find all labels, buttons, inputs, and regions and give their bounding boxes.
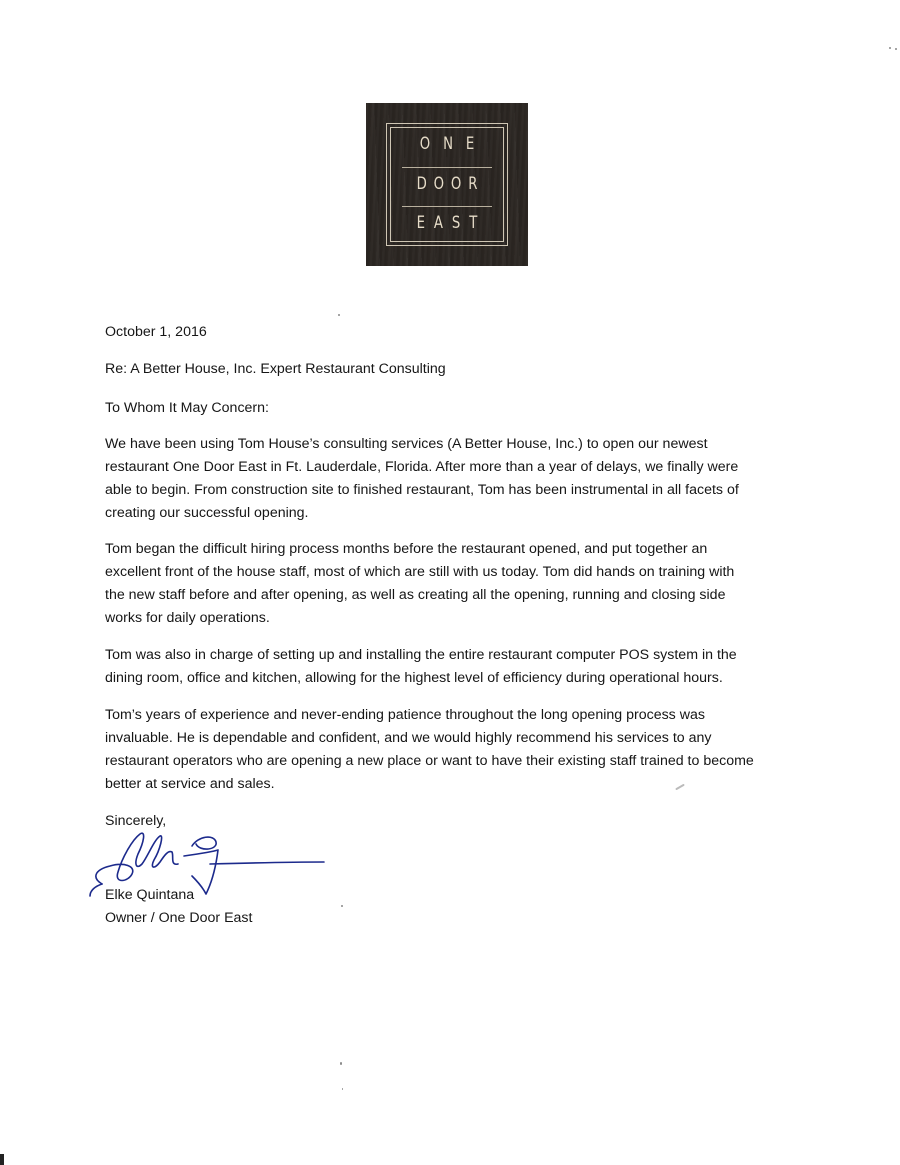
logo-letter: O	[433, 174, 445, 194]
scan-speck	[340, 1062, 342, 1065]
letter-salutation: To Whom It May Concern:	[105, 400, 269, 416]
logo-letter: D	[416, 174, 427, 194]
logo-divider	[402, 206, 492, 207]
logo-divider	[402, 167, 492, 168]
letter-subject: Re: A Better House, Inc. Expert Restaurant Consulting	[105, 361, 446, 377]
signature-stroke	[210, 862, 324, 864]
logo-letter: N	[443, 134, 453, 154]
logo-row-one	[403, 134, 492, 154]
scan-speck	[338, 314, 340, 316]
paragraph-line: better at service and sales.	[105, 776, 275, 792]
scan-speck	[895, 48, 897, 50]
paragraph-line: Tom’s years of experience and never-ending patience throughout the long opening process was	[105, 707, 705, 723]
paragraph-line: We have been using Tom House’s consulting services (A Better House, Inc.) to open our newest	[105, 436, 708, 452]
logo-letter: E	[465, 134, 475, 154]
paragraph-line: the new staff before and after opening, as well as creating all the opening, running and closing side	[105, 587, 726, 603]
logo-letter: S	[451, 213, 461, 233]
body-paragraph-3	[105, 644, 805, 690]
paragraph-line: excellent front of the house staff, most of which are still with us today. Tom did hands on training with	[105, 564, 735, 580]
paragraph-line: Tom began the difficult hiring process months before the restaurant opened, and put together an	[105, 541, 708, 557]
logo-row-door	[403, 174, 492, 194]
signer-name: Elke Quintana	[105, 887, 195, 903]
paragraph-line: restaurant operators who are opening a new place or want to have their existing staff trained to become	[105, 753, 754, 769]
paragraph-line: dining room, office and kitchen, allowing for the highest level of efficiency during operational hours.	[105, 670, 723, 686]
paragraph-line: creating our successful opening.	[105, 505, 309, 521]
logo-letter: O	[419, 134, 431, 154]
scan-speck	[342, 1088, 343, 1090]
paragraph-line: able to begin. From construction site to finished restaurant, Tom has been instrumental in all facets of	[105, 482, 739, 498]
signature-stroke	[90, 884, 102, 896]
logo-letter: R	[468, 174, 478, 194]
paragraph-line: invaluable. He is dependable and confident, and we would highly recommend his services to any	[105, 730, 712, 746]
scan-speck	[341, 905, 343, 907]
logo-letter: E	[416, 213, 425, 233]
body-paragraph-2	[105, 538, 805, 630]
letter-date: October 1, 2016	[105, 324, 207, 340]
signer-title: Owner / One Door East	[105, 910, 253, 926]
signature-stroke	[192, 837, 216, 849]
logo-letter: O	[450, 174, 462, 194]
signature-stroke	[96, 833, 178, 884]
letter-closing: Sincerely,	[105, 813, 167, 829]
logo-letter: A	[433, 213, 443, 233]
logo-row-east	[403, 213, 492, 233]
paragraph-line: Tom was also in charge of setting up and installing the entire restaurant computer POS system in the	[105, 647, 737, 663]
body-paragraph-1	[105, 433, 805, 525]
logo-letter: T	[469, 213, 478, 233]
one-door-east-logo	[366, 103, 528, 266]
body-paragraph-4	[105, 704, 805, 796]
paragraph-line: works for daily operations.	[105, 610, 270, 626]
scan-speck	[889, 47, 891, 49]
paragraph-line: restaurant One Door East in Ft. Lauderdale, Florida. After more than a year of delays, we finally were	[105, 459, 739, 475]
scan-edge-mark	[0, 1154, 4, 1165]
